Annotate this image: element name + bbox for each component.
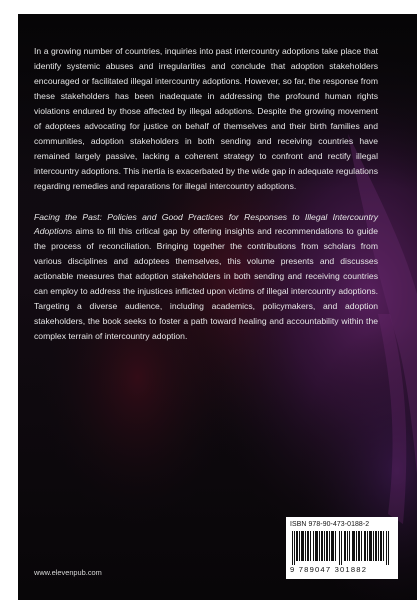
blurb xyxy=(34,44,378,344)
blurb-paragraph-1: In a growing number of countries, inquiries into past intercountry adoptions take place that identify systemic abuses and irregularities and conclude that adoption stakeholders encouraged or facilitated illegal intercountry adoptions. However, so far, the response from these stakeholders has been inadequate in addressing the profound human rights violations endured by those affected by illegal adoptions. Despite the growing movement of adoptees advocating for justice on behalf of themselves and their birth families and communities, adoption stakeholders in both sending and receiving countries have remained largely passive, lacking a coherent strategy to confront and rectify illegal intercountry adoptions. This inertia is exacerbated by the wide gap in adequate regulations regarding remedies and reparations for illegal intercountry adoptions. xyxy=(34,46,378,191)
blurb-paragraph-2-text: aims to fill this critical gap by offering insights and recommendations to guide the process of reconciliation. Bringing together the contributions from scholars from various disciplines and adoptees themselves, this volume presents and discusses actionable measures that adoption stakeholders in both sending and receiving countries can employ to address the injustices inflicted upon victims of illegal intercountry adoptions. Targeting a diverse audience, including academics, policymakers, and adoption stakeholders, the book seeks to foster a path toward healing and accountability within the complex terrain of intercountry adoption. xyxy=(34,226,378,342)
barcode-icon xyxy=(290,531,394,565)
isbn-barcode-box xyxy=(286,517,398,579)
isbn-label: ISBN 978-90-473-0188-2 xyxy=(290,521,370,528)
publisher-website[interactable]: www.elevenpub.com xyxy=(34,568,102,577)
book-title: Facing the Past: Policies and Good Practices for Responses to Illegal Intercountry Adoptions xyxy=(34,211,378,237)
barcode-digits: 9 789047 301882 xyxy=(290,565,368,574)
blurb-paragraph-2 xyxy=(34,210,378,345)
